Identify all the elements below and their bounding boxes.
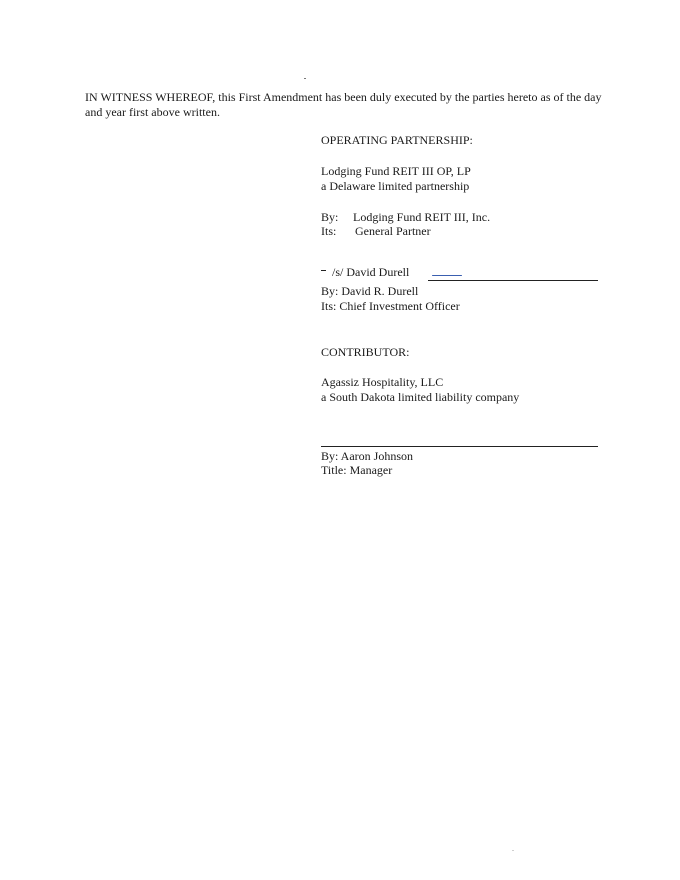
contributor-signature-line [321,446,598,447]
witness-paragraph: IN WITNESS WHEREOF, this First Amendment has been duly executed by the parties hereto as of the day and year first above written. [85,90,602,119]
contributor-entity-desc: a South Dakota limited liability company [321,390,520,404]
operating-partnership-signature: /s/ David Durell [332,265,410,279]
operating-partnership-its-value: General Partner [355,224,431,238]
contributor-heading: CONTRIBUTOR: [321,345,410,359]
operating-partnership-heading: OPERATING PARTNERSHIP: [321,133,473,147]
operating-partnership-entity-name: Lodging Fund REIT III OP, LP [321,164,471,178]
operating-partnership-entity-desc: a Delaware limited partnership [321,179,470,193]
scan-speck [512,850,514,851]
contributor-entity-name: Agassiz Hospitality, LLC [321,375,444,389]
operating-partnership-signer-title: Its: Chief Investment Officer [321,299,460,313]
signature-ink-mark [432,275,462,276]
operating-partnership-signature-line [428,280,598,281]
contributor-signer-title: Title: Manager [321,463,393,477]
scan-speck [304,78,306,79]
operating-partnership-by-label: By: [321,210,339,224]
operating-partnership-its-label: Its: [321,224,337,238]
signature-tick-mark [321,270,326,271]
contributor-signer-name: By: Aaron Johnson [321,449,414,463]
operating-partnership-by-value: Lodging Fund REIT III, Inc. [353,210,491,224]
operating-partnership-signer-name: By: David R. Durell [321,284,419,298]
